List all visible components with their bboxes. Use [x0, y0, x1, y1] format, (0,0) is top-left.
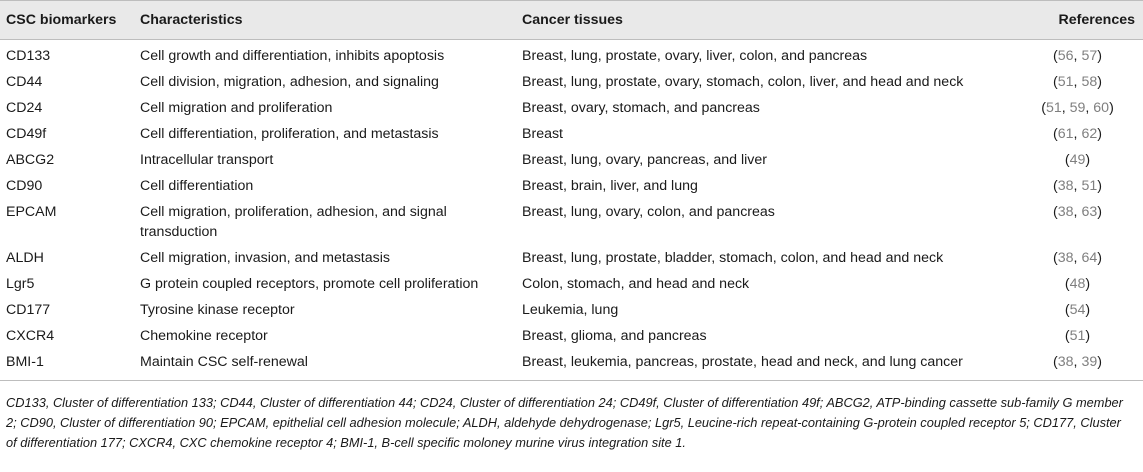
table-row: [0, 199, 1143, 245]
cell-tissues: Leukemia, lung: [522, 302, 619, 318]
table-row: [0, 147, 1143, 173]
cell-references: (48): [1064, 276, 1091, 292]
cell-references: (51, 59, 60): [1041, 100, 1114, 116]
cell-references: (38, 63): [1053, 204, 1102, 220]
reference-link[interactable]: 61: [1057, 126, 1074, 142]
cell-references: (51, 58): [1053, 74, 1102, 90]
cell-biomarker: Lgr5: [6, 276, 35, 292]
cell-references: (38, 64): [1053, 250, 1102, 266]
cell-references: (38, 39): [1012, 349, 1143, 381]
cell-tissues: Breast, lung, ovary, colon, and pancreas: [522, 204, 775, 220]
cell-biomarker: CD133: [6, 48, 51, 64]
cell-characteristics: Intracellular transport: [140, 152, 274, 168]
cell-characteristics: Cell division, migration, adhesion, and signaling: [140, 74, 439, 90]
cell-characteristics: Maintain CSC self-renewal: [134, 349, 516, 381]
table-row: [0, 40, 1143, 70]
reference-link[interactable]: 62: [1081, 126, 1098, 142]
reference-link[interactable]: 39: [1081, 354, 1098, 370]
table-row: [0, 271, 1143, 297]
reference-link[interactable]: 51: [1069, 328, 1086, 344]
header-tissues: Cancer tissues: [516, 1, 1012, 40]
cell-biomarker: ALDH: [6, 250, 44, 266]
cell-characteristics: G protein coupled receptors, promote cell proliferation: [140, 276, 479, 292]
cell-characteristics: Cell migration, proliferation, adhesion, and signal transduction: [140, 204, 447, 240]
header-characteristics: Characteristics: [134, 1, 516, 40]
reference-link[interactable]: 63: [1081, 204, 1098, 220]
cell-tissues: Breast, lung, prostate, ovary, liver, colon, and pancreas: [522, 48, 868, 64]
cell-biomarker: ABCG2: [6, 152, 55, 168]
cell-tissues: Breast, ovary, stomach, and pancreas: [522, 100, 760, 116]
header-biomarker: CSC biomarkers: [0, 1, 134, 40]
table-footnote: CD133, Cluster of differentiation 133; CD44, Cluster of differentiation 44; CD24, Cluster of differentiation 24; CD49f, Cluster of differentiation 49f; ABCG2, ATP-binding cassette sub-family G member 2; CD90, Cluster of differentiation 90; EPCAM, epithelial cell adhesion molecule; ALDH, aldehyde dehydrogenase; Lgr5, Leucine-rich repeat-containing G-protein coupled receptor 5; CD177, Cluster of differentiation 177; CXCR4, CXC chemokine receptor 4; BMI-1, B-cell specific moloney murine virus integration site 1.: [6, 395, 1123, 450]
cell-tissues: Breast, glioma, and pancreas: [522, 328, 707, 344]
table-row: [0, 323, 1143, 349]
reference-link[interactable]: 59: [1069, 100, 1086, 116]
cell-characteristics: Cell differentiation, proliferation, and metastasis: [140, 126, 439, 142]
table-row: [0, 297, 1143, 323]
reference-link[interactable]: 38: [1057, 204, 1074, 220]
table-row: [0, 173, 1143, 199]
cell-tissues: Breast, leukemia, pancreas, prostate, head and neck, and lung cancer: [516, 349, 1012, 381]
table-row: [0, 95, 1143, 121]
cell-characteristics: Cell growth and differentiation, inhibits apoptosis: [140, 48, 445, 64]
cell-tissues: Breast, lung, prostate, ovary, stomach, colon, liver, and head and neck: [522, 74, 964, 90]
reference-link[interactable]: 57: [1081, 48, 1098, 64]
cell-biomarker: CD24: [6, 100, 43, 116]
cell-tissues: Breast, lung, ovary, pancreas, and liver: [522, 152, 767, 168]
table-body: [0, 40, 1143, 381]
table-row: [0, 69, 1143, 95]
cell-biomarker: CD90: [6, 178, 43, 194]
reference-link[interactable]: 51: [1081, 178, 1098, 194]
table-row: [0, 349, 1143, 381]
reference-link[interactable]: 64: [1081, 250, 1098, 266]
cell-references: (51): [1064, 328, 1091, 344]
cell-biomarker: BMI-1: [0, 349, 134, 381]
cell-references: (56, 57): [1053, 48, 1102, 64]
cell-biomarker: EPCAM: [6, 204, 57, 220]
cell-references: (61, 62): [1053, 126, 1102, 142]
reference-link[interactable]: 60: [1093, 100, 1110, 116]
reference-link[interactable]: 38: [1057, 250, 1074, 266]
cell-tissues: Breast: [522, 126, 564, 142]
cell-references: (54): [1064, 302, 1091, 318]
cell-characteristics: Tyrosine kinase receptor: [140, 302, 295, 318]
cell-characteristics: Chemokine receptor: [140, 328, 268, 344]
cell-characteristics: Cell migration, invasion, and metastasis: [140, 250, 390, 266]
table-header: [0, 1, 1143, 40]
cell-tissues: Breast, lung, prostate, bladder, stomach, colon, and head and neck: [522, 250, 944, 266]
cell-tissues: Breast, brain, liver, and lung: [522, 178, 698, 194]
reference-link[interactable]: 38: [1057, 178, 1074, 194]
reference-link[interactable]: 38: [1057, 354, 1074, 370]
cell-biomarker: CXCR4: [6, 328, 55, 344]
cell-references: (49): [1064, 152, 1091, 168]
reference-link[interactable]: 48: [1069, 276, 1086, 292]
cell-biomarker: CD49f: [6, 126, 47, 142]
reference-link[interactable]: 51: [1045, 100, 1062, 116]
cell-characteristics: Cell differentiation: [140, 178, 254, 194]
header-references: References: [1012, 1, 1143, 40]
table-row: [0, 245, 1143, 271]
cell-tissues: Colon, stomach, and head and neck: [522, 276, 750, 292]
reference-link[interactable]: 54: [1069, 302, 1086, 318]
cell-biomarker: CD177: [6, 302, 51, 318]
reference-link[interactable]: 51: [1057, 74, 1074, 90]
reference-link[interactable]: 49: [1069, 152, 1086, 168]
table-row: [0, 121, 1143, 147]
cell-biomarker: CD44: [6, 74, 43, 90]
reference-link[interactable]: 56: [1057, 48, 1074, 64]
header-row: [0, 1, 1143, 40]
cell-references: (38, 51): [1053, 178, 1102, 194]
reference-link[interactable]: 58: [1081, 74, 1098, 90]
cell-characteristics: Cell migration and proliferation: [140, 100, 333, 116]
